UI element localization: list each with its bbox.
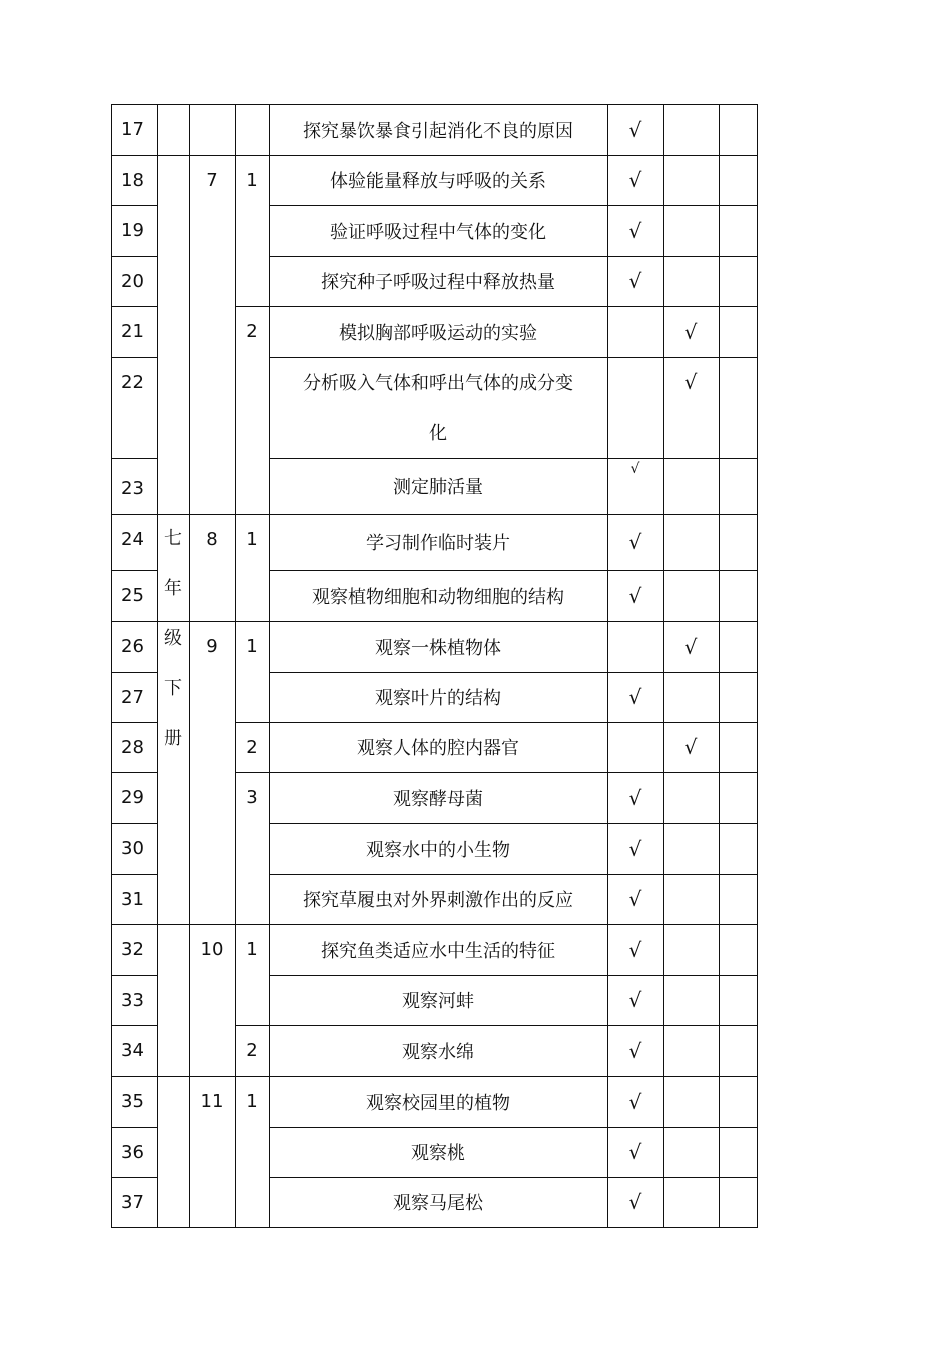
chapter-number: 7 (206, 169, 218, 191)
row-number: 28 (121, 736, 144, 758)
table-rule (719, 104, 720, 1228)
check-mark: √ (628, 1190, 642, 1214)
row-number: 33 (121, 989, 144, 1011)
row-number: 32 (121, 938, 144, 960)
experiment-name: 观察马尾松 (393, 1193, 483, 1214)
experiment-name: 观察一株植物体 (375, 637, 501, 659)
experiment-name: 观察水中的小生物 (366, 839, 510, 861)
check-mark: √ (628, 988, 642, 1012)
row-number: 37 (121, 1191, 144, 1213)
check-mark: √ (628, 685, 642, 709)
experiment-name: 观察叶片的结构 (375, 688, 501, 709)
check-mark: √ (628, 218, 642, 243)
row-number: 27 (121, 686, 144, 708)
experiment-name: 探究种子呼吸过程中释放热量 (321, 272, 555, 293)
grade-label-char: 七 (164, 528, 182, 549)
experiment-name: 体验能量释放与呼吸的关系 (330, 171, 546, 192)
experiment-name: 观察植物细胞和动物细胞的结构 (312, 586, 564, 608)
check-mark: √ (628, 269, 642, 293)
row-number: 34 (121, 1039, 144, 1061)
grade-label-char: 册 (164, 728, 182, 749)
table-rule (757, 104, 758, 1228)
chapter-number: 10 (200, 938, 224, 960)
check-mark: √ (628, 937, 642, 962)
experiment-name: 观察河蚌 (402, 991, 474, 1012)
experiment-name-continued: 化 (429, 423, 447, 444)
check-mark: √ (684, 735, 698, 759)
row-number: 23 (121, 477, 144, 499)
section-number: 2 (246, 736, 258, 758)
row-number: 19 (121, 219, 144, 241)
experiment-name: 探究暴饮暴食引起消化不良的原因 (303, 120, 573, 142)
check-mark: √ (630, 461, 640, 477)
experiment-name: 观察桃 (411, 1143, 465, 1164)
row-number: 18 (121, 169, 144, 191)
check-mark: √ (628, 117, 642, 142)
check-mark: √ (628, 836, 642, 861)
experiment-name: 观察校园里的植物 (366, 1092, 510, 1114)
experiment-name: 测定肺活量 (393, 477, 483, 498)
check-mark: √ (684, 319, 698, 344)
row-number: 36 (121, 1141, 144, 1163)
row-number: 31 (121, 888, 144, 910)
row-number: 35 (121, 1090, 144, 1112)
section-number: 3 (246, 786, 258, 808)
experiment-name: 学习制作临时装片 (366, 533, 510, 554)
check-mark: √ (628, 530, 642, 554)
section-number: 1 (246, 938, 258, 960)
grade-label-char: 级 (164, 628, 182, 649)
row-number: 25 (121, 584, 144, 606)
section-number: 2 (246, 320, 258, 342)
experiment-name: 验证呼吸过程中气体的变化 (330, 221, 546, 243)
section-number: 2 (246, 1039, 258, 1061)
chapter-number: 11 (200, 1090, 224, 1112)
row-number: 26 (121, 635, 144, 657)
row-number: 17 (121, 118, 144, 140)
check-mark: √ (628, 168, 642, 192)
experiment-name: 模拟胸部呼吸运动的实验 (339, 322, 537, 344)
chapter-number: 8 (206, 528, 218, 550)
grade-label-char: 下 (164, 678, 182, 699)
check-mark: √ (628, 887, 642, 911)
check-mark: √ (684, 370, 698, 394)
chapter-number: 9 (206, 635, 218, 657)
experiment-name: 探究鱼类适应水中生活的特征 (321, 940, 555, 962)
table-rule (111, 458, 158, 459)
row-number: 20 (121, 270, 144, 292)
experiment-name: 观察水绵 (402, 1041, 474, 1063)
row-number: 21 (121, 320, 144, 342)
experiment-name: 探究草履虫对外界刺激作出的反应 (303, 890, 573, 911)
section-number: 1 (246, 528, 258, 550)
row-number: 30 (121, 837, 144, 859)
table-rule (157, 104, 158, 1228)
row-number: 22 (121, 371, 144, 393)
section-number: 1 (246, 169, 258, 191)
table-rule (111, 1227, 758, 1228)
check-mark: √ (628, 583, 642, 608)
row-number: 29 (121, 786, 144, 808)
experiment-name: 观察人体的腔内器官 (357, 738, 519, 759)
section-number: 1 (246, 1090, 258, 1112)
experiment-name: 分析吸入气体和呼出气体的成分变 (303, 373, 573, 394)
experiment-name: 观察酵母菌 (393, 788, 483, 810)
check-mark: √ (628, 1140, 642, 1164)
check-mark: √ (684, 634, 698, 659)
check-mark: √ (628, 1038, 642, 1063)
grade-label-char: 年 (164, 578, 182, 599)
row-number: 24 (121, 528, 144, 550)
section-number: 1 (246, 635, 258, 657)
check-mark: √ (628, 1089, 642, 1114)
check-mark: √ (628, 785, 642, 810)
